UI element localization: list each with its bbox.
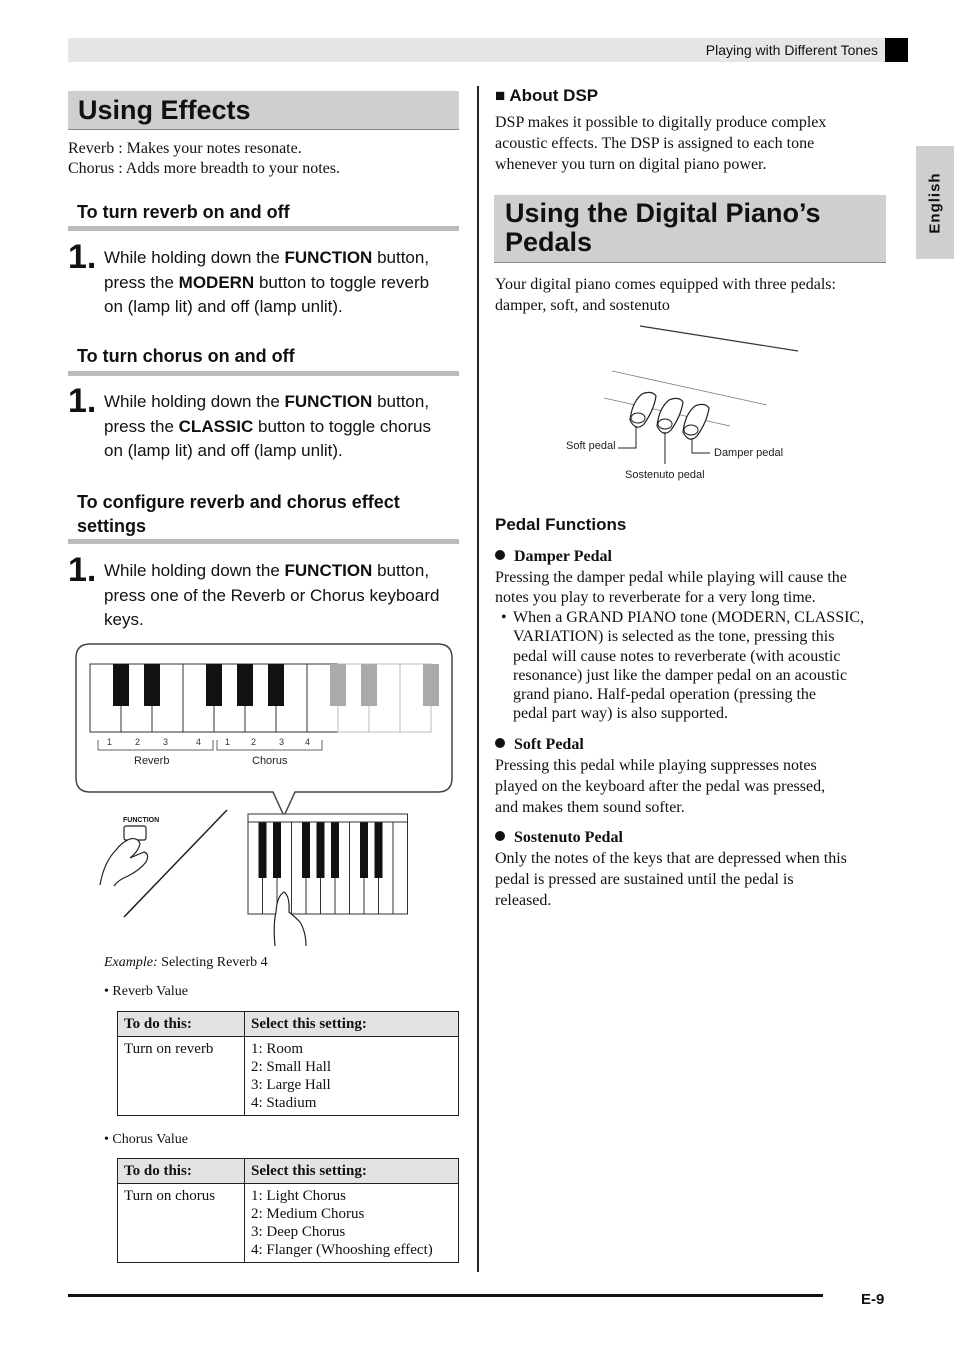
bullet-icon	[495, 738, 505, 748]
language-tab-label: English	[926, 171, 944, 234]
page-number: E-9	[861, 1291, 885, 1308]
section-heading-using-effects	[68, 91, 459, 130]
black-key	[330, 664, 346, 706]
black-key	[268, 664, 284, 706]
step-number: 1.	[68, 238, 97, 276]
white-key	[393, 822, 408, 914]
table-cell-action: Turn on chorus	[118, 1184, 245, 1263]
about-dsp-text: DSP makes it possible to digitally produce complex acoustic effects. The DSP is assigned to each tone whenever you turn on digital piano power.	[495, 114, 827, 173]
table-cell-settings: 1: Light Chorus 2: Medium Chorus 3: Deep Chorus 4: Flanger (Whooshing effect)	[245, 1184, 459, 1263]
table-header: To do this:	[118, 1159, 245, 1184]
table-header: To do this:	[118, 1012, 245, 1037]
black-key	[375, 822, 383, 878]
damper-pedal-label: Damper pedal	[714, 447, 784, 459]
black-key	[259, 822, 267, 878]
bullet-icon	[495, 550, 505, 560]
intro-reverb: Reverb : Makes your notes resonate.	[68, 140, 302, 157]
column-divider	[477, 86, 479, 1272]
language-tab	[916, 146, 954, 259]
table-row	[118, 1184, 459, 1263]
sostenuto-pedal-label: Sostenuto pedal	[625, 469, 705, 481]
subheading-rule	[68, 226, 459, 231]
subheading-configure: To configure reverb and chorus effect settings	[77, 492, 400, 536]
pedals-intro: Your digital piano comes equipped with three pedals: damper, soft, and sostenuto	[495, 276, 836, 314]
function-button-label: FUNCTION	[123, 817, 160, 824]
table-header: Select this setting:	[245, 1012, 459, 1037]
function-button	[124, 826, 146, 840]
effects-intro	[68, 139, 458, 179]
bullet-icon: •	[501, 609, 507, 626]
key-number: 4	[305, 737, 311, 747]
black-key	[317, 822, 325, 878]
soft-pedal-section: Soft Pedal Pressing this pedal while playing suppresses notes played on the keyboard after the pedal was pressed, and makes them sound softer.	[495, 736, 826, 816]
black-key	[273, 822, 281, 878]
small-keyboard	[248, 814, 408, 914]
chorus-table-caption: • Chorus Value	[104, 1132, 188, 1147]
step-number: 1.	[68, 551, 97, 589]
section-heading-text: Using the Digital Piano’s Pedals	[505, 198, 821, 257]
step-text-chorus: While holding down the FUNCTION button, press the CLASSIC button to toggle chorus on (lamp lit) and off (lamp unlit).	[104, 392, 431, 460]
zoomed-keyboard	[90, 664, 439, 732]
black-key	[237, 664, 253, 706]
key-number: 1	[107, 737, 113, 747]
key-number: 1	[225, 737, 231, 747]
section-heading-text: Using Effects	[78, 95, 251, 125]
running-header-title: Playing with Different Tones	[705, 42, 878, 58]
black-key	[302, 822, 310, 878]
key-number: 2	[135, 737, 141, 747]
bullet-icon	[495, 831, 505, 841]
left-hand-icon	[100, 839, 148, 886]
step-text-configure: While holding down the FUNCTION button, press one of the Reverb or Chorus keyboard keys.	[104, 561, 440, 629]
subheading-chorus: To turn chorus on and off	[77, 346, 295, 366]
table-cell-action: Turn on reverb	[118, 1037, 245, 1116]
sostenuto-pedal-icon	[657, 398, 683, 433]
black-key	[423, 664, 439, 706]
soft-pedal-label: Soft pedal	[566, 440, 616, 452]
damper-pedal-icon	[683, 404, 709, 439]
pedals-illustration	[560, 320, 810, 490]
section-heading-pedals	[494, 195, 886, 263]
chorus-group-label: Chorus	[252, 755, 288, 767]
black-key	[361, 664, 377, 706]
about-dsp-title: ■ About DSP	[495, 86, 599, 105]
example-caption: Example: Selecting Reverb 4	[104, 955, 268, 970]
key-number: 2	[251, 737, 257, 747]
subheading-reverb: To turn reverb on and off	[77, 202, 290, 222]
reverb-value-table	[117, 1011, 459, 1116]
key-number: 3	[279, 737, 285, 747]
black-key	[144, 664, 160, 706]
step-number: 1.	[68, 382, 97, 420]
key-number: 3	[163, 737, 169, 747]
soft-pedal-icon	[630, 392, 656, 427]
key-number: 4	[196, 737, 202, 747]
black-key	[113, 664, 129, 706]
table-header: Select this setting:	[245, 1159, 459, 1184]
reverb-table-caption: • Reverb Value	[104, 984, 188, 999]
keyboard-callout-figure	[70, 640, 460, 950]
reverb-group-label: Reverb	[134, 755, 170, 767]
step-text-reverb: While holding down the FUNCTION button, press the MODERN button to toggle reverb on (lamp lit) and off (lamp unlit).	[104, 248, 430, 316]
table-cell-settings: 1: Room 2: Small Hall 3: Large Hall 4: Stadium	[245, 1037, 459, 1116]
intro-chorus: Chorus : Adds more breadth to your notes.	[68, 160, 340, 177]
subheading-rule	[68, 371, 459, 376]
footer-rule	[68, 1294, 823, 1297]
black-key	[206, 664, 222, 706]
black-key	[331, 822, 339, 878]
black-key	[360, 822, 368, 878]
subheading-rule	[68, 539, 459, 544]
pedal-functions-title: Pedal Functions	[495, 515, 627, 534]
table-row	[118, 1037, 459, 1116]
header-marker-block	[885, 38, 908, 62]
damper-pedal-section: Damper Pedal Pressing the damper pedal while playing will cause the notes you play to reverberate for a very long time. • When a GRAND PIANO tone (MODERN, CLASSIC, VARIATION) is selected as the tone, pressing this pedal will cause notes to reverberate (with acoustic resonance) just like the damper pedal on an acoustic grand piano. Half-pedal operation (pressing the pedal part way) is also supported.	[495, 548, 865, 723]
chorus-value-table	[117, 1158, 459, 1263]
sostenuto-pedal-section: Sostenuto Pedal Only the notes of the keys that are depressed when this pedal is pressed are sustained until the pedal is released.	[495, 829, 847, 909]
